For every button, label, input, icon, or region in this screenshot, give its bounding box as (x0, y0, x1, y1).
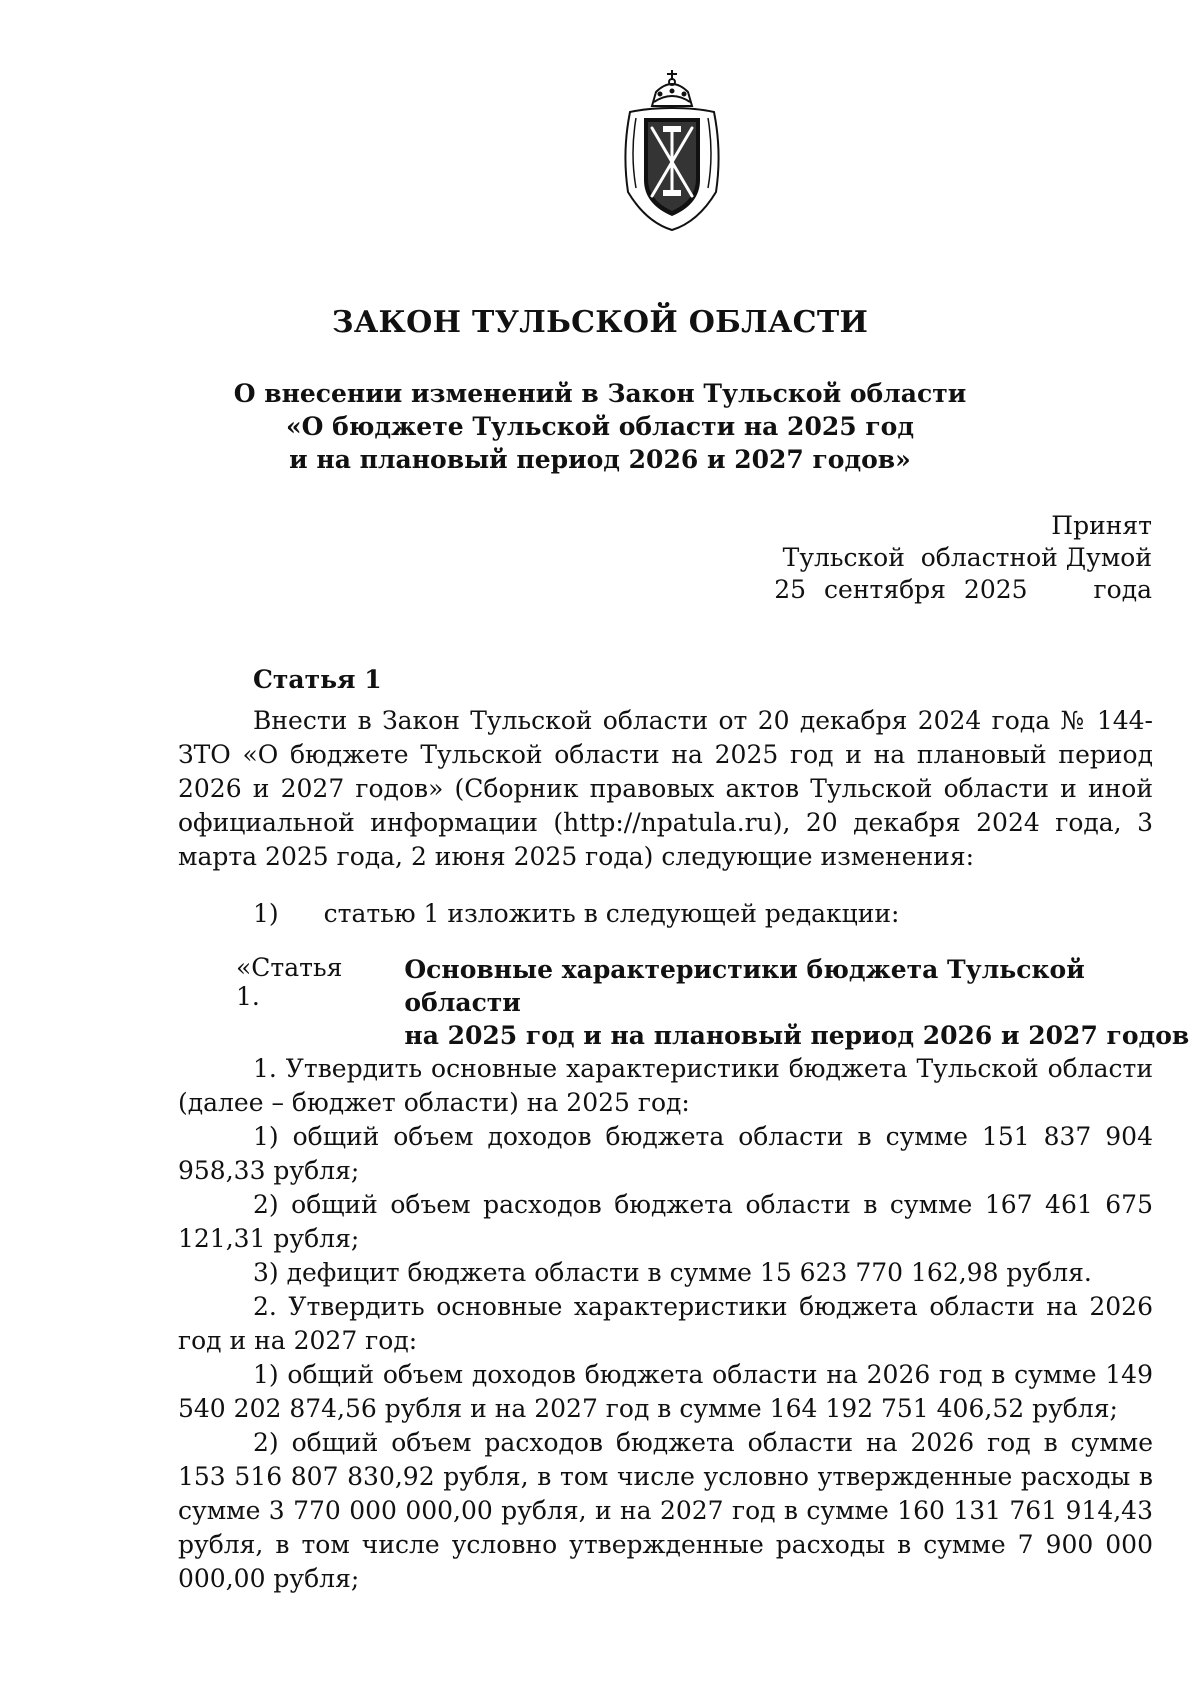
paragraph: 1) общий объем доходов бюджета области на 2026 год в сумме 149 540 202 874,56 рубля и на 2027 год в сумме 164 192 751 406,52 рубля; (178, 1360, 1153, 1423)
subtitle-line: «О бюджете Тульской области на 2025 год (285, 412, 914, 441)
law-title: ЗАКОН ТУЛЬСКОЙ ОБЛАСТИ (331, 305, 869, 340)
subtitle-line: О внесении изменений в Закон Тульской области (233, 379, 967, 408)
item-number: 1) (253, 899, 279, 928)
paragraph: 2) общий объем расходов бюджета области в сумме 167 461 675 121,31 рубля; (178, 1190, 1153, 1253)
new-article-header (236, 953, 1200, 1052)
item-text: статью 1 изложить в следующей редакции: (323, 899, 900, 928)
paragraph: 2) общий объем расходов бюджета области на 2026 год в сумме 153 516 807 830,92 рубля, в том числе условно утвержденные расходы в сумме 3 770 000 000,00 рубля, и на 2027 год в сумме 160 131 761 914,43 рубля, в том числе условно утвержденные расходы в сумме 7 900 000 000,00 рубля; (178, 1428, 1153, 1593)
coat-of-arms-emblem (616, 62, 728, 234)
paragraph: 3) дефицит бюджета области в сумме 15 623 770 162,98 рубля. (253, 1258, 1092, 1287)
heading-line: Основные характеристики бюджета Тульской области (404, 955, 1085, 1017)
heading-line: на 2025 год и на плановый период 2026 и 2027 годов (404, 1021, 1190, 1050)
adoption-day: 25 (774, 575, 807, 604)
paragraph: 1. Утвердить основные характеристики бюджета Тульской области (далее – бюджет области) на 2025 год: (178, 1054, 1153, 1117)
adoption-month: сентября (824, 575, 946, 604)
adopted-label: Принят (1051, 511, 1152, 540)
paragraph-text: Внести в Закон Тульской области от 20 декабря 2024 года № 144-ЗТО «О бюджете Тульской области на 2025 год и на плановый период 2026 и 2027 годов» (Сборник правовых актов Тульской области и иной официальной информации (http://npatula.ru), 20 декабря 2024 года, 3 марта 2025 года, 2 июня 2025 года) следующие изменения: (178, 706, 1153, 871)
paragraph: 2. Утвердить основные характеристики бюджета области на 2026 год и на 2027 год: (178, 1292, 1153, 1355)
subtitle-line: и на плановый период 2026 и 2027 годов» (289, 445, 911, 474)
amendment-item (253, 899, 899, 928)
paragraph: 1) общий объем доходов бюджета области в сумме 151 837 904 958,33 рубля; (178, 1122, 1153, 1185)
adopted-by: Тульской областной Думой (782, 543, 1152, 572)
spacer (1046, 574, 1076, 606)
adoption-suffix: года (1093, 575, 1152, 604)
adoption-year: 2025 (963, 575, 1028, 604)
article-body (178, 1052, 1153, 1596)
article-heading: Статья 1 (253, 665, 382, 694)
new-article-heading (404, 953, 1200, 1052)
adoption-date (752, 574, 1152, 606)
law-subtitle (0, 377, 1200, 476)
new-article-label: «Статья 1. (236, 953, 343, 1011)
adoption-block (752, 510, 1152, 606)
article-intro-paragraph (178, 704, 1153, 874)
